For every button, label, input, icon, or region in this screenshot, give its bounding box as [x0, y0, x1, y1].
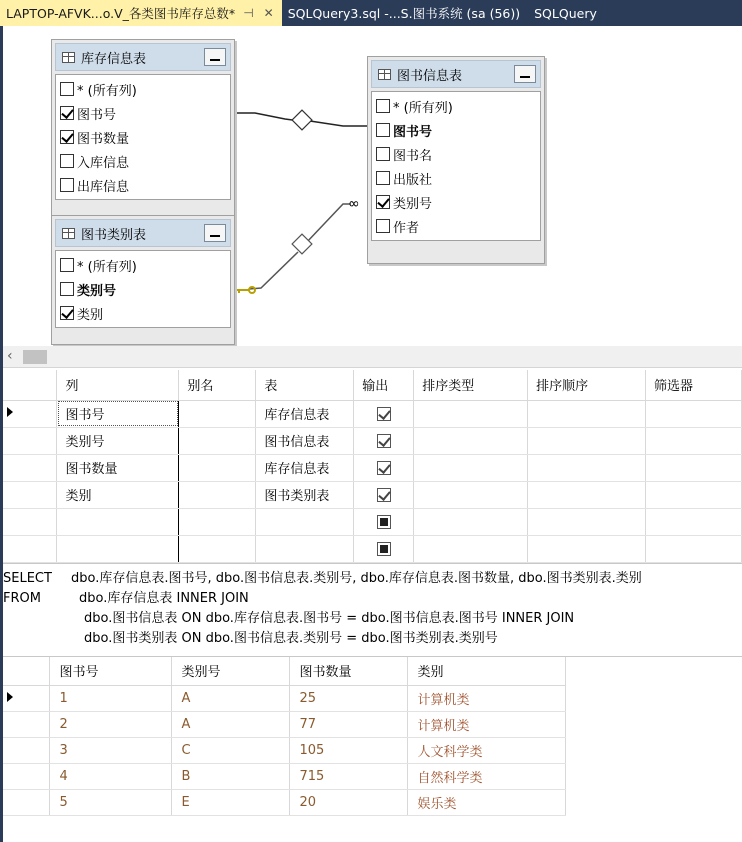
results-header[interactable]: 类别号: [171, 657, 289, 685]
table-card-inventory[interactable]: [51, 39, 235, 219]
results-cell[interactable]: 3: [49, 737, 171, 763]
column-name: 作者: [393, 220, 420, 236]
tab-view-designer[interactable]: [0, 0, 282, 26]
join-line-2b: [306, 204, 351, 243]
criteria-cell-filter[interactable]: [646, 427, 742, 454]
column-list: [55, 250, 231, 328]
diagram-column-row[interactable]: [60, 301, 226, 325]
criteria-cell-column[interactable]: 类别: [57, 481, 179, 508]
sql-from-line: [3, 589, 742, 609]
column-name: 图书名: [393, 148, 433, 164]
criteria-cell-sort-order[interactable]: [528, 508, 646, 535]
criteria-header: 排序顺序: [528, 370, 646, 400]
table-card-header[interactable]: [55, 219, 231, 247]
criteria-cell-alias[interactable]: [179, 454, 256, 481]
diagram-column-row[interactable]: [376, 142, 536, 166]
results-pane[interactable]: [3, 656, 742, 842]
criteria-cell-column[interactable]: 图书号: [57, 400, 179, 427]
results-cell[interactable]: 计算机类: [407, 711, 565, 737]
column-name: 图书号: [77, 107, 117, 123]
results-cell[interactable]: 5: [49, 789, 171, 815]
results-cell[interactable]: 25: [289, 685, 407, 711]
column-checkbox[interactable]: [60, 306, 74, 320]
column-checkbox[interactable]: [376, 99, 390, 113]
results-row[interactable]: [3, 789, 565, 815]
document-tab-bar: [0, 0, 742, 26]
minimize-button[interactable]: [204, 48, 226, 66]
column-checkbox[interactable]: [60, 258, 74, 272]
column-checkbox[interactable]: [376, 123, 390, 137]
column-name: 类别号: [77, 283, 117, 299]
results-header[interactable]: 图书号: [49, 657, 171, 685]
results-row[interactable]: [3, 763, 565, 789]
criteria-cell-output[interactable]: [354, 481, 414, 508]
criteria-cell-column[interactable]: 图书数量: [57, 454, 179, 481]
output-checkbox[interactable]: [377, 488, 391, 502]
column-list: [55, 74, 231, 200]
tab-sqlquery[interactable]: [528, 0, 605, 26]
criteria-cell-filter[interactable]: [646, 454, 742, 481]
diagram-pane[interactable]: [3, 26, 742, 346]
table-card-bookinfo[interactable]: [367, 56, 545, 264]
results-cell[interactable]: 4: [49, 763, 171, 789]
results-cell[interactable]: C: [171, 737, 289, 763]
criteria-cell-table[interactable]: [256, 535, 354, 562]
results-cell[interactable]: 105: [289, 737, 407, 763]
output-checkbox[interactable]: [377, 461, 391, 475]
criteria-cell-sort-type[interactable]: [414, 535, 528, 562]
column-checkbox[interactable]: [60, 82, 74, 96]
results-cell[interactable]: A: [171, 685, 289, 711]
output-checkbox[interactable]: [377, 434, 391, 448]
column-name: 入库信息: [77, 155, 130, 171]
results-cell[interactable]: 20: [289, 789, 407, 815]
results-cell[interactable]: 人文科学类: [407, 737, 565, 763]
column-checkbox[interactable]: [60, 178, 74, 192]
results-cell[interactable]: 计算机类: [407, 685, 565, 711]
criteria-cell-output[interactable]: [354, 454, 414, 481]
diagram-column-row[interactable]: [376, 94, 536, 118]
criteria-cell-sort-type[interactable]: [414, 508, 528, 535]
criteria-cell-output[interactable]: [354, 508, 414, 535]
criteria-cell-sort-type[interactable]: [414, 400, 528, 427]
diagram-column-row[interactable]: [60, 173, 226, 197]
row-selector[interactable]: [3, 508, 57, 535]
diagram-horizontal-scrollbar[interactable]: [3, 346, 742, 368]
row-selector[interactable]: [3, 789, 49, 815]
table-card-category[interactable]: [51, 215, 235, 345]
sql-pane[interactable]: [3, 566, 742, 654]
diagram-column-row[interactable]: [60, 253, 226, 277]
criteria-cell-output[interactable]: [354, 400, 414, 427]
criteria-cell-sort-order[interactable]: [528, 481, 646, 508]
column-name: * (所有列): [393, 100, 453, 116]
results-cell[interactable]: B: [171, 763, 289, 789]
criteria-cell-filter[interactable]: [646, 481, 742, 508]
criteria-header: 排序类型: [414, 370, 528, 400]
criteria-header: 表: [256, 370, 354, 400]
criteria-cell-output[interactable]: [354, 427, 414, 454]
scroll-thumb[interactable]: [23, 350, 47, 364]
table-icon: [378, 69, 391, 80]
results-row[interactable]: [3, 737, 565, 763]
sql-select-line: [3, 569, 742, 589]
key-icon: [236, 287, 255, 293]
criteria-header: 输出: [354, 370, 414, 400]
column-checkbox[interactable]: [60, 282, 74, 296]
column-checkbox[interactable]: [376, 195, 390, 209]
results-cell[interactable]: 715: [289, 763, 407, 789]
criteria-cell-alias[interactable]: [179, 400, 256, 427]
criteria-cell-column[interactable]: [57, 535, 179, 562]
diagram-column-row[interactable]: [60, 277, 226, 301]
diagram-column-row[interactable]: [376, 166, 536, 190]
column-name: 类别: [77, 307, 104, 323]
sql-keyword: FROM: [3, 591, 41, 606]
scroll-left-icon[interactable]: ‹: [7, 348, 13, 364]
row-selector[interactable]: [3, 427, 57, 454]
column-name: * (所有列): [77, 259, 137, 275]
sql-text: dbo.图书类别表 ON dbo.图书信息表.类别号 = dbo.图书类别表.类别号: [84, 631, 498, 646]
criteria-cell-sort-order[interactable]: [528, 454, 646, 481]
column-checkbox[interactable]: [376, 219, 390, 233]
sql-keyword: SELECT: [3, 571, 52, 586]
criteria-cell-table[interactable]: 库存信息表: [256, 400, 354, 427]
criteria-cell-sort-order[interactable]: [528, 535, 646, 562]
column-name: 图书数量: [77, 131, 130, 147]
join-line-1b: [310, 121, 367, 126]
results-cell[interactable]: 1: [49, 685, 171, 711]
column-name: * (所有列): [77, 83, 137, 99]
criteria-cell-table[interactable]: 图书类别表: [256, 481, 354, 508]
tab-label: SQLQuery3.sql -...S.图书系统 (sa (56)): [287, 6, 521, 21]
diagram-column-row[interactable]: [376, 190, 536, 214]
tab-label: LAPTOP-AFVK...o.V_各类图书库存总数*: [6, 6, 236, 21]
criteria-cell-table[interactable]: 图书信息表: [256, 427, 354, 454]
results-cell[interactable]: E: [171, 789, 289, 815]
table-card-header[interactable]: [55, 43, 231, 71]
criteria-cell-sort-order[interactable]: [528, 400, 646, 427]
criteria-row[interactable]: [3, 400, 742, 427]
diagram-column-row[interactable]: [60, 77, 226, 101]
criteria-header: 别名: [179, 370, 256, 400]
criteria-cell-sort-type[interactable]: [414, 427, 528, 454]
criteria-header: 筛选器: [646, 370, 742, 400]
criteria-cell-sort-order[interactable]: [528, 427, 646, 454]
criteria-row[interactable]: [3, 508, 742, 535]
row-header-corner: [3, 370, 57, 400]
table-name: 库存信息表: [81, 51, 147, 67]
column-checkbox[interactable]: [60, 130, 74, 144]
criteria-cell-table[interactable]: [256, 508, 354, 535]
criteria-cell-table[interactable]: 库存信息表: [256, 454, 354, 481]
results-cell[interactable]: 2: [49, 711, 171, 737]
output-checkbox[interactable]: [377, 542, 391, 556]
pin-icon[interactable]: ⊣: [243, 6, 254, 20]
close-icon[interactable]: ✕: [263, 6, 274, 20]
criteria-cell-filter[interactable]: [646, 508, 742, 535]
diagram-column-row[interactable]: [60, 101, 226, 125]
column-checkbox[interactable]: [376, 171, 390, 185]
column-name: 出版社: [393, 172, 433, 188]
criteria-header: 列: [57, 370, 179, 400]
output-checkbox[interactable]: [377, 407, 391, 421]
diagram-column-row[interactable]: [60, 125, 226, 149]
row-header-corner: [3, 657, 49, 685]
row-selector[interactable]: [3, 454, 57, 481]
criteria-cell-alias[interactable]: [179, 508, 256, 535]
results-cell[interactable]: 娱乐类: [407, 789, 565, 815]
join-diamond-icon: [292, 234, 312, 254]
diagram-column-row[interactable]: [60, 149, 226, 173]
criteria-cell-column[interactable]: [57, 508, 179, 535]
criteria-cell-output[interactable]: [354, 535, 414, 562]
results-table: [3, 657, 566, 816]
sql-text: dbo.图书信息表 ON dbo.库存信息表.图书号 = dbo.图书信息表.图书号 INNER JOIN: [84, 611, 575, 626]
minimize-button[interactable]: [204, 224, 226, 242]
sql-join-line: [3, 629, 742, 649]
criteria-header-row: [3, 370, 742, 400]
criteria-row[interactable]: [3, 535, 742, 562]
criteria-row[interactable]: [3, 427, 742, 454]
criteria-pane[interactable]: [3, 370, 742, 564]
output-checkbox[interactable]: [377, 515, 391, 529]
results-header[interactable]: 类别: [407, 657, 565, 685]
row-selector[interactable]: [3, 737, 49, 763]
results-row[interactable]: [3, 685, 565, 711]
column-name: 图书号: [393, 124, 433, 140]
tab-label: SQLQuery: [534, 5, 597, 21]
criteria-cell-alias[interactable]: [179, 481, 256, 508]
column-checkbox[interactable]: [60, 106, 74, 120]
current-row-icon: [7, 407, 13, 417]
diagram-column-row[interactable]: [376, 214, 536, 238]
row-selector[interactable]: [3, 481, 57, 508]
criteria-cell-alias[interactable]: [179, 535, 256, 562]
row-selector[interactable]: [3, 400, 57, 427]
many-relation-icon: ∞: [348, 196, 360, 212]
results-row[interactable]: [3, 711, 565, 737]
table-name: 图书信息表: [397, 68, 463, 84]
criteria-cell-filter[interactable]: [646, 535, 742, 562]
criteria-table: [3, 370, 742, 563]
criteria-cell-sort-type[interactable]: [414, 454, 528, 481]
table-icon: [62, 52, 75, 63]
sql-text: dbo.库存信息表.图书号, dbo.图书信息表.类别号, dbo.库存信息表.图书数量, dbo.图书类别表.类别: [71, 571, 642, 586]
join-line-1: [235, 113, 300, 121]
column-list: [371, 91, 541, 241]
criteria-cell-sort-type[interactable]: [414, 481, 528, 508]
column-name: 类别号: [393, 196, 433, 212]
tab-sqlquery3[interactable]: [282, 0, 528, 26]
results-header-row: [3, 657, 565, 685]
current-row-icon: [7, 692, 13, 702]
results-cell[interactable]: 77: [289, 711, 407, 737]
results-header[interactable]: 图书数量: [289, 657, 407, 685]
join-diamond-icon: [292, 110, 312, 130]
criteria-cell-alias[interactable]: [179, 427, 256, 454]
column-checkbox[interactable]: [376, 147, 390, 161]
join-line-2: [249, 252, 298, 289]
criteria-row[interactable]: [3, 454, 742, 481]
table-card-header[interactable]: [371, 60, 541, 88]
table-name: 图书类别表: [81, 227, 147, 243]
minimize-button[interactable]: [514, 65, 536, 83]
row-selector[interactable]: [3, 685, 49, 711]
row-selector[interactable]: [3, 763, 49, 789]
sql-join-line: [3, 609, 742, 629]
column-name: 出库信息: [77, 179, 130, 195]
row-selector[interactable]: [3, 711, 49, 737]
criteria-cell-column[interactable]: 类别号: [57, 427, 179, 454]
results-cell[interactable]: A: [171, 711, 289, 737]
results-cell[interactable]: 自然科学类: [407, 763, 565, 789]
diagram-column-row[interactable]: [376, 118, 536, 142]
sql-text: dbo.库存信息表 INNER JOIN: [79, 591, 249, 606]
row-selector[interactable]: [3, 535, 57, 562]
criteria-cell-filter[interactable]: [646, 400, 742, 427]
table-icon: [62, 228, 75, 239]
column-checkbox[interactable]: [60, 154, 74, 168]
criteria-row[interactable]: [3, 481, 742, 508]
